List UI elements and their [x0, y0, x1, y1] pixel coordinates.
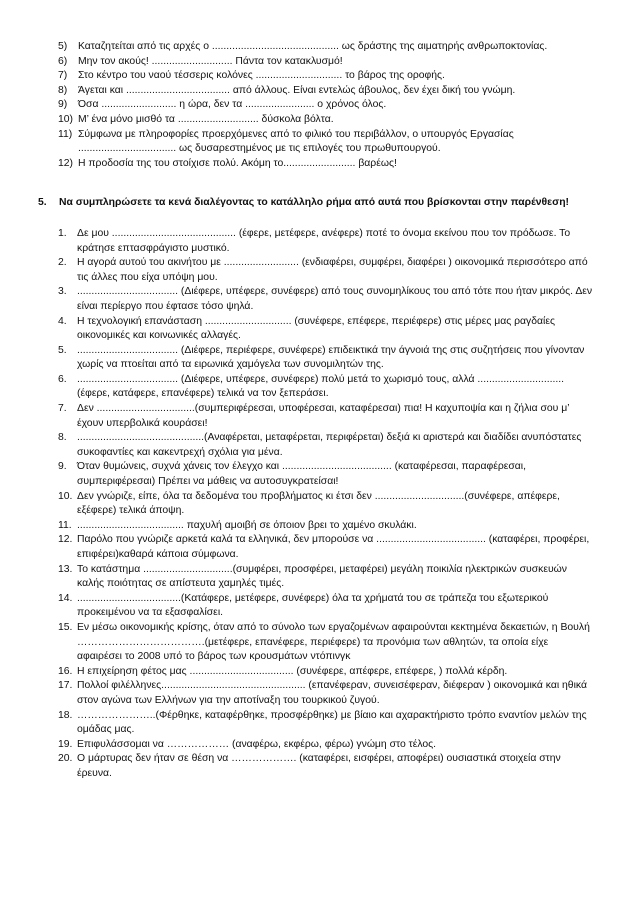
item-text: Η προδοσία της του στοίχισε πολύ. Ακόμη το......................... βαρέως!	[78, 157, 397, 169]
item-number: 19.	[58, 738, 73, 750]
list-item	[0, 227, 638, 256]
item-text: Το κατάστημα ...............................(συμφέρει, προσφέρει, μεταφέρει) μεγάλη ποικιλία ηλεκτρικών συσκευών καλής ποιότητας σε απίστευτα χαμηλές τιμές.	[77, 563, 567, 590]
list-item	[0, 256, 638, 285]
previous-exercise-list	[0, 40, 638, 171]
list-item	[0, 285, 638, 314]
item-text: Παρόλο που γνώριζε αρκετά καλά τα ελληνικά, δεν μπορούσε να ...................................... (καταφέρει, προφέρει, επιφέρει)καθαρά κάποια σύμφωνα.	[77, 534, 590, 560]
item-text: Η επιχείρηση φέτος μας .................................... (συνέφερε, απέφερε, επέφερε, ) πολλά κέρδη.	[77, 665, 508, 677]
list-item	[0, 402, 638, 431]
list-item	[0, 621, 638, 665]
item-text: Ο μάρτυρας δεν ήταν σε θέση να ………………. (καταφέρει, εισφέρει, αποφέρει) ουσιαστικά στοιχεία στην έρευνα.	[77, 753, 561, 779]
list-item	[0, 460, 638, 489]
list-item	[0, 592, 638, 621]
item-number: 3.	[58, 286, 67, 298]
exercise-title: Να συμπληρώσετε τα κενά διαλέγοντας το κατάλληλο ρήμα από αυτά που βρίσκονται στην παρένθεση!	[59, 197, 570, 209]
item-text: Δεν γνώριζε, είπε, όλα τα δεδομένα του προβλήματος κι έτσι δεν ...............................(συνέφερε, απέφερε, εξέφερε) τελικά άποψη.	[77, 490, 560, 517]
item-text: ..................................... παχυλή αμοιβή σε όποιον βρει το χαμένο σκυλάκι.	[77, 519, 417, 531]
list-item	[0, 665, 638, 680]
item-text: Εν μέσω οικονομικής κρίσης, όταν από το σύνολο των εργαζομένων αφαιρούνται κεκτημένα δεκαετιών, η Βουλή ……………………………….(μετέφερε, επανέφερε, περιέφερε) τα προνόμια των αθλητών, τα οποία είχε αφαιρέσει το 2008 υπό το βάρος των κρουσμάτων ντόπινγκ	[77, 621, 590, 663]
item-number: 5.	[58, 344, 67, 356]
item-number: 10.	[58, 490, 73, 502]
item-number: 2.	[58, 257, 67, 269]
item-number: 6.	[58, 373, 67, 385]
item-number: 14.	[58, 592, 73, 604]
item-text: Μ’ ένα μόνο μισθό τα ............................ δύσκολα βόλτα.	[78, 113, 334, 125]
item-number: 11.	[58, 519, 72, 531]
item-text: ................................... (Διέφερε, υπέφερε, συνέφερε) πολύ μετά το χωρισμό τους, αλλά .............................. (έφερε, κατάφερε, επανέφερε) τελικά να τον ξεπεράσει.	[77, 373, 565, 400]
exercise-heading	[0, 196, 638, 211]
exercise-list	[0, 227, 638, 782]
list-item	[0, 752, 638, 781]
item-text: Μην τον ακούς! ............................ Πάντα τον κατακλυσμό!	[78, 55, 343, 67]
item-text: ................................... (Διέφερε, περιέφερε, συνέφερε) επιδεικτικά την άγνοιά της στις συζητήσεις που γίνονταν χωρίς να πτοείται από τα ειρωνικά χαμόγελα των συνομιλητών της.	[77, 344, 585, 371]
item-number: 10)	[58, 113, 74, 125]
item-text: Δεν ..................................(συμπεριφέρεσαι, υποφέρεσαι, καταφέρεσαι) πια! Η καχυποψία και η ζήλια σου μ’ έχουν υπερβολικά κουράσει!	[77, 403, 570, 429]
item-number: 16.	[58, 665, 73, 677]
list-item	[0, 738, 638, 753]
item-text: ................................... (Διέφερε, υπέφερε, συνέφερε) από τους συνομηλίκους του από τότε που ήταν μικρός. Δεν είναι περίεργο που έφτασε τόσο ψηλά.	[77, 286, 593, 312]
item-text: Δε μου ........................................... (έφερε, μετέφερε, ανέφερε) ποτέ το όνομα εκείνου που τον πρόδωσε. Το κράτησε επτασφράγιστο μυστικό.	[77, 227, 571, 254]
item-text: Η τεχνολογική επανάσταση .............................. (συνέφερε, επέφερε, περιέφερε) στις μέρες μας ραγδαίες οικονομικές και κοινωνικές αλλαγές.	[77, 315, 555, 342]
list-item	[0, 563, 638, 592]
item-text: Πολλοί φιλέλληνες.................................................. (επανέφεραν, συνεισέφεραν, διέφεραν ) οικονομικά και ηθικά στον αγώνα των Ελλήνων για την αποτίναξη του τουρκικού ζυγού.	[77, 680, 587, 706]
list-item	[0, 157, 638, 172]
item-number: 20.	[58, 753, 73, 765]
item-number: 1.	[58, 227, 67, 239]
list-item	[0, 98, 638, 113]
item-number: 11)	[58, 128, 73, 140]
item-text: Στο κέντρο του ναού τέσσερις κολόνες .............................. το βάρος της οροφής.	[78, 70, 445, 82]
exercise-number: 5.	[38, 197, 47, 209]
item-number: 12.	[58, 534, 73, 546]
item-number: 8.	[58, 432, 67, 444]
list-item	[0, 55, 638, 70]
list-item	[0, 40, 638, 55]
list-item	[0, 128, 638, 157]
item-text: Η αγορά αυτού του ακινήτου με .......................... (ενδιαφέρει, συμφέρει, διαφέρει ) οικονομικά περισσότερο από τις άλλες που είχα υπόψη μου.	[77, 257, 588, 283]
item-number: 7)	[58, 70, 68, 82]
item-number: 18.	[58, 709, 73, 721]
item-text: Όσα .......................... η ώρα, δεν τα ........................ ο χρόνος όλος.	[78, 99, 387, 111]
item-text: ............................................(Αναφέρεται, μεταφέρεται, περιφέρεται) δεξιά κι αριστερά και διαδίδει ανυπόστατες συκοφαντίες και κακεντρεχή σχόλια για μένα.	[77, 432, 582, 458]
item-number: 15.	[58, 621, 73, 633]
list-item	[0, 69, 638, 84]
item-number: 8)	[58, 84, 68, 96]
item-number: 5)	[58, 41, 68, 52]
list-item	[0, 533, 638, 562]
list-item	[0, 431, 638, 460]
item-number: 17.	[58, 680, 73, 692]
item-number: 12)	[58, 157, 74, 169]
list-item	[0, 373, 638, 402]
list-item	[0, 344, 638, 373]
item-number: 4.	[58, 315, 67, 327]
item-number: 13.	[58, 563, 73, 575]
list-item	[0, 84, 638, 99]
item-text: Όταν θυμώνεις, συχνά χάνεις τον έλεγχο και ...................................... (καταφέρεσαι, παραφέρεσαι, συμπεριφέρεσαι) Πρέπει να μάθεις να αυτοσυγκρατείσαι!	[77, 461, 526, 488]
list-item	[0, 315, 638, 344]
item-text: Σύμφωνα με πληροφορίες προερχόμενες από το φιλικό του περιβάλλον, ο υπουργός Εργασίας .................................. ως δυσαρεστημένος με τις επιλογές του πρωθυπουργού.	[78, 128, 514, 155]
item-number: 9)	[58, 99, 68, 111]
item-text: Επιφυλάσσομαι να ……………… (αναφέρω, εκφέρω, φέρω) γνώμη στο τέλος.	[77, 738, 437, 750]
list-item	[0, 490, 638, 519]
item-text: …………………..(Φέρθηκε, καταφέρθηκε, προσφέρθηκε) με βίαιο και αχαρακτήριστο τρόπο εναντίον μελών της ομάδας μας.	[77, 709, 587, 736]
item-text: ....................................(Κατάφερε, μετέφερε, συνέφερε) όλα τα χρήματά του σε τράπεζα του εξωτερικού προκειμένου να τα εξασφαλίσει.	[77, 592, 549, 619]
list-item	[0, 709, 638, 738]
item-number: 6)	[58, 55, 68, 67]
item-text: Καταζητείται από τις αρχές ο ............................................ ως δράστης της αιματηρής ανθρωποκτονίας.	[78, 41, 548, 52]
item-number: 7.	[58, 403, 67, 415]
item-text: Άγεται και .................................... από άλλους. Είναι εντελώς άβουλος, δεν έχει δική του γνώμη.	[78, 84, 516, 96]
list-item	[0, 519, 638, 534]
item-number: 9.	[58, 461, 67, 473]
list-item	[0, 679, 638, 708]
list-item	[0, 113, 638, 128]
